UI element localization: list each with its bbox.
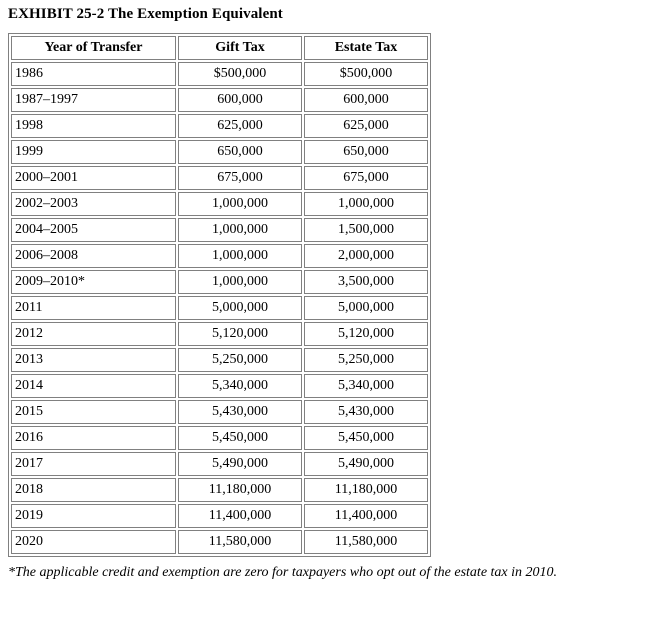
cell-gift-tax: 5,000,000 [178, 296, 302, 320]
table-row [11, 218, 428, 242]
table-row [11, 426, 428, 450]
cell-year: 2002–2003 [11, 192, 176, 216]
cell-estate-tax: 5,120,000 [304, 322, 428, 346]
cell-year: 2004–2005 [11, 218, 176, 242]
footnote: *The applicable credit and exemption are zero for taxpayers who opt out of the estate tax in 2010. [8, 565, 558, 580]
cell-estate-tax: 5,490,000 [304, 452, 428, 476]
table-body [11, 62, 428, 554]
table-row [11, 192, 428, 216]
cell-gift-tax: 650,000 [178, 140, 302, 164]
cell-estate-tax: 5,450,000 [304, 426, 428, 450]
cell-year: 1999 [11, 140, 176, 164]
cell-estate-tax: 1,000,000 [304, 192, 428, 216]
table-row [11, 400, 428, 424]
table-row [11, 114, 428, 138]
cell-estate-tax: 5,430,000 [304, 400, 428, 424]
cell-estate-tax: $500,000 [304, 62, 428, 86]
table-row [11, 62, 428, 86]
cell-estate-tax: 3,500,000 [304, 270, 428, 294]
cell-year: 1998 [11, 114, 176, 138]
cell-estate-tax: 1,500,000 [304, 218, 428, 242]
cell-gift-tax: 11,580,000 [178, 530, 302, 554]
table-row [11, 452, 428, 476]
cell-year: 2009–2010* [11, 270, 176, 294]
table-row [11, 348, 428, 372]
cell-estate-tax: 650,000 [304, 140, 428, 164]
cell-gift-tax: 1,000,000 [178, 244, 302, 268]
cell-year: 1987–1997 [11, 88, 176, 112]
cell-gift-tax: 5,250,000 [178, 348, 302, 372]
table-row [11, 322, 428, 346]
cell-estate-tax: 675,000 [304, 166, 428, 190]
table-row [11, 374, 428, 398]
cell-year: 2016 [11, 426, 176, 450]
cell-year: 2017 [11, 452, 176, 476]
cell-gift-tax: 5,120,000 [178, 322, 302, 346]
exhibit-title: EXHIBIT 25-2 The Exemption Equivalent [8, 6, 283, 22]
table-header-row [11, 36, 428, 60]
cell-estate-tax: 5,000,000 [304, 296, 428, 320]
cell-estate-tax: 11,580,000 [304, 530, 428, 554]
cell-year: 2018 [11, 478, 176, 502]
cell-gift-tax: 5,490,000 [178, 452, 302, 476]
cell-year: 2014 [11, 374, 176, 398]
cell-year: 1986 [11, 62, 176, 86]
cell-gift-tax: 11,180,000 [178, 478, 302, 502]
table-row [11, 244, 428, 268]
table-row [11, 88, 428, 112]
cell-gift-tax: 5,340,000 [178, 374, 302, 398]
cell-year: 2020 [11, 530, 176, 554]
header-gift-tax: Gift Tax [178, 36, 302, 60]
table-row [11, 166, 428, 190]
cell-gift-tax: 11,400,000 [178, 504, 302, 528]
cell-year: 2013 [11, 348, 176, 372]
cell-gift-tax: 675,000 [178, 166, 302, 190]
cell-gift-tax: 1,000,000 [178, 218, 302, 242]
header-estate-tax: Estate Tax [304, 36, 428, 60]
cell-estate-tax: 11,180,000 [304, 478, 428, 502]
cell-gift-tax: $500,000 [178, 62, 302, 86]
cell-year: 2015 [11, 400, 176, 424]
table-row [11, 530, 428, 554]
cell-gift-tax: 1,000,000 [178, 270, 302, 294]
cell-estate-tax: 5,340,000 [304, 374, 428, 398]
cell-year: 2006–2008 [11, 244, 176, 268]
cell-year: 2011 [11, 296, 176, 320]
cell-gift-tax: 5,450,000 [178, 426, 302, 450]
table-row [11, 296, 428, 320]
cell-estate-tax: 5,250,000 [304, 348, 428, 372]
cell-gift-tax: 5,430,000 [178, 400, 302, 424]
cell-year: 2012 [11, 322, 176, 346]
cell-estate-tax: 2,000,000 [304, 244, 428, 268]
cell-year: 2000–2001 [11, 166, 176, 190]
cell-gift-tax: 1,000,000 [178, 192, 302, 216]
cell-year: 2019 [11, 504, 176, 528]
table-row [11, 478, 428, 502]
cell-gift-tax: 600,000 [178, 88, 302, 112]
table-row [11, 504, 428, 528]
cell-estate-tax: 11,400,000 [304, 504, 428, 528]
header-year-of-transfer: Year of Transfer [11, 36, 176, 60]
table-row [11, 270, 428, 294]
table-row [11, 140, 428, 164]
exemption-table [8, 33, 431, 557]
cell-estate-tax: 625,000 [304, 114, 428, 138]
cell-estate-tax: 600,000 [304, 88, 428, 112]
cell-gift-tax: 625,000 [178, 114, 302, 138]
